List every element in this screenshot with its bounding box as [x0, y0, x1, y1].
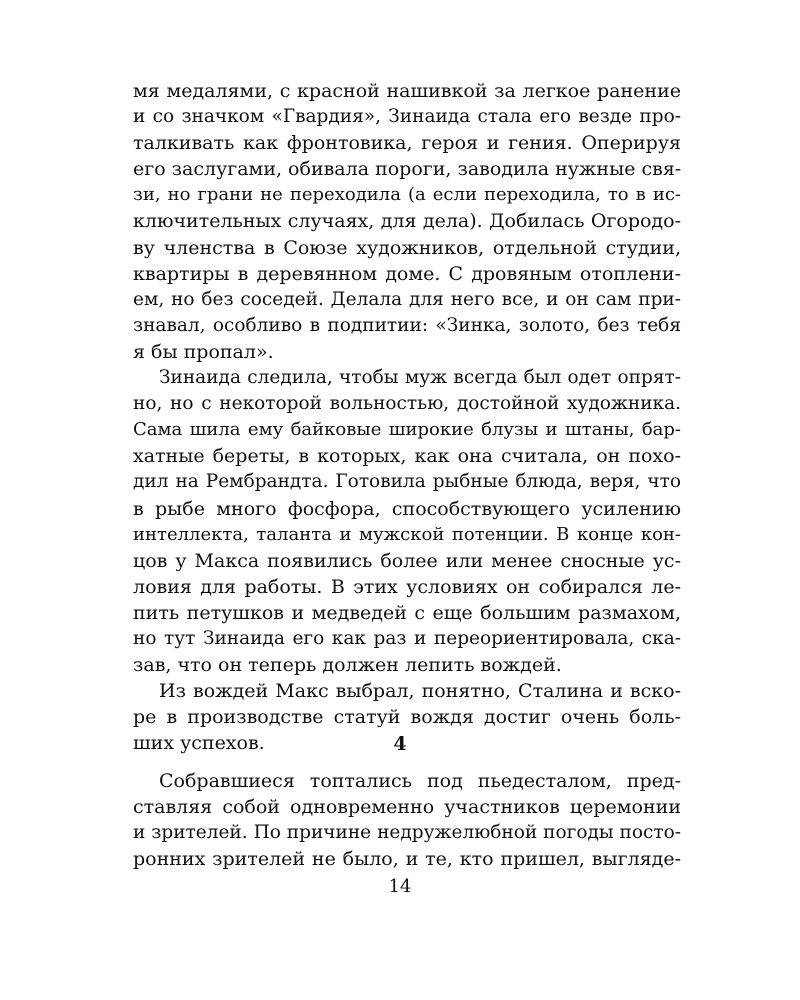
text-line: хатные береты, в которых, как она считала, он похо- — [133, 445, 681, 468]
text-line: ем, но без соседей. Делала для него все, и он сам при- — [133, 288, 681, 310]
page-number: 14 — [388, 876, 412, 897]
text-line: знавал, особливо в подпитии: «Зинка, золото, без тебя — [133, 314, 681, 336]
chapter-number: 4 — [393, 733, 407, 755]
text-line: ших успехов. — [133, 732, 265, 755]
chapter-text-block — [133, 768, 681, 872]
text-line: его заслугами, обивала пороги, заводила нужные свя- — [133, 158, 682, 181]
text-line: ронних зрителей не было, и те, кто пришел, выгляде- — [133, 848, 681, 871]
main-text-block — [133, 78, 681, 756]
text-line: талкивать как фронтовика, героя и гения. Оперируя — [133, 132, 681, 155]
paragraph-first-line: Из вождей Макс выбрал, понятно, Сталина и вско- — [159, 680, 681, 703]
text-line: ву членства в Союзе художников, отдельной студии, — [133, 236, 681, 259]
text-line: и со значком «Гвардия», Зинаида стала его везде про- — [133, 106, 681, 128]
text-line: ключительных случаях, для дела). Добилась Огородо- — [133, 210, 681, 233]
text-line: зи, но грани не переходила (а если переходила, то в ис- — [133, 184, 681, 206]
text-line: но тут Зинаида его как раз и переориентировала, ска- — [133, 627, 681, 649]
text-line: ставляя собой одновременно участников церемонии — [133, 796, 681, 819]
text-line: я бы пропал». — [133, 340, 274, 363]
text-line: ловия для работы. В этих условиях он собирался ле- — [133, 575, 681, 598]
text-line: но, но с некоторой вольностью, достойной художника. — [133, 393, 681, 415]
text-line: квартиры в деревянном доме. С дровяным отоплени- — [133, 262, 681, 285]
text-line: Сама шила ему байковые широкие блузы и штаны, бар- — [133, 419, 681, 441]
text-line: зав, что он теперь должен лепить вождей. — [133, 654, 562, 677]
text-line: ре в производстве статуй вождя достиг очень боль- — [133, 706, 681, 729]
paragraph-first-line: Собравшиеся топтались под пьедесталом, пред- — [159, 770, 681, 792]
text-line: цов у Макса появились более или менее сносные ус- — [133, 549, 681, 572]
text-line: и зрителей. По причине недружелюбной погоды посто- — [133, 822, 681, 844]
text-line: пить петушков и медведей с еще большим размахом, — [133, 601, 681, 624]
text-line: дил на Рембрандта. Готовила рыбные блюда, веря, что — [133, 471, 681, 493]
text-line: в рыбе много фосфора, способствующего усилению — [133, 497, 681, 520]
paragraph-first-line: Зинаида следила, чтобы муж всегда был одет опрят- — [159, 367, 681, 389]
text-line: мя медалями, с красной нашивкой за легкое ранение — [133, 80, 681, 102]
text-line: интеллекта, таланта и мужской потенции. В конце кон- — [133, 523, 681, 545]
